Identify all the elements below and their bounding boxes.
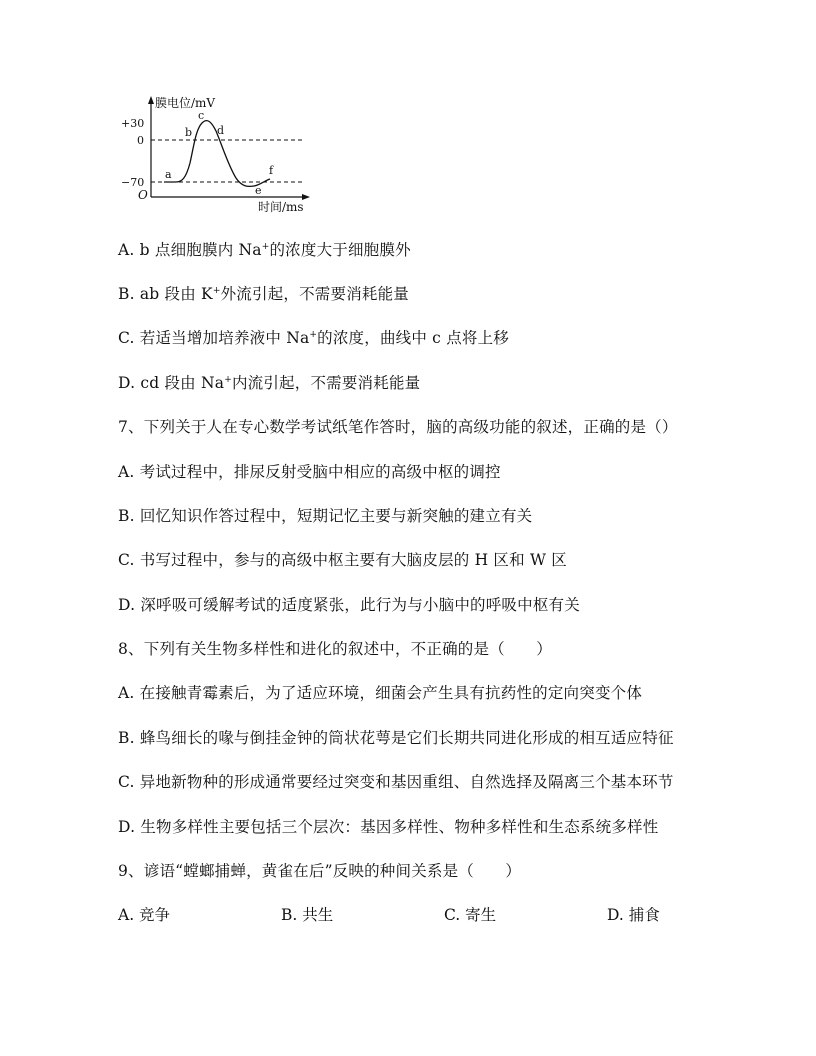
q6-option-b: B. ab 段由 K+外流引起，不需要消耗能量 — [118, 285, 409, 303]
q8-stem: 8、下列有关生物多样性和进化的叙述中，不正确的是（ ） — [118, 640, 552, 658]
y-tick-minus70: −70 — [121, 176, 145, 189]
point-b-label: b — [185, 126, 193, 139]
q6-option-c: C. 若适当增加培养液中 Na+的浓度，曲线中 c 点将上移 — [118, 329, 509, 347]
y-tick-0: 0 — [137, 134, 144, 147]
q9-stem: 9、谚语“螳螂捕蝉，黄雀在后”反映的种间关系是（ ） — [118, 862, 522, 880]
origin-label: O — [138, 188, 148, 202]
membrane-potential-figure — [118, 93, 318, 217]
action-potential-graph — [118, 93, 318, 217]
q7-option-c: C. 书写过程中，参与的高级中枢主要有大脑皮层的 H 区和 W 区 — [118, 551, 567, 569]
q7-option-d: D. 深呼吸可缓解考试的适度紧张，此行为与小脑中的呼吸中枢有关 — [118, 596, 580, 614]
q7-stem: 7、下列关于人在专心数学考试纸笔作答时，脑的高级功能的叙述，正确的是（） — [118, 418, 678, 436]
x-axis-label: 时间/ms — [258, 200, 304, 214]
point-f-label: f — [269, 164, 274, 177]
q9-option-d: D. 捕食 — [607, 906, 660, 924]
y-axis-arrow — [148, 96, 154, 104]
q6-option-d: D. cd 段由 Na+内流引起，不需要消耗能量 — [118, 374, 421, 392]
q7-option-a: A. 考试过程中，排尿反射受脑中相应的高级中枢的调控 — [118, 463, 501, 481]
y-tick-plus30: +30 — [121, 117, 145, 130]
point-e-label: e — [255, 184, 262, 197]
q9-option-a: A. 竞争 — [118, 906, 171, 924]
q8-option-d: D. 生物多样性主要包括三个层次：基因多样性、物种多样性和生态系统多样性 — [118, 818, 659, 836]
q9-options-row — [0, 905, 816, 927]
q8-option-b: B. 蜂鸟细长的喙与倒挂金钟的筒状花萼是它们长期共同进化形成的相互适应特征 — [118, 729, 674, 747]
point-c-label: c — [198, 109, 205, 122]
y-axis-label: 膜电位/mV — [155, 96, 216, 110]
point-a-label: a — [165, 168, 172, 181]
q7-option-b: B. 回忆知识作答过程中，短期记忆主要与新突触的建立有关 — [118, 507, 533, 525]
q8-option-c: C. 异地新物种的形成通常要经过突变和基因重组、自然选择及隔离三个基本环节 — [118, 773, 674, 791]
q8-option-a: A. 在接触青霉素后，为了适应环境，细菌会产生具有抗药性的定向突变个体 — [118, 684, 643, 702]
q9-option-c: C. 寄生 — [444, 906, 497, 924]
point-d-label: d — [217, 124, 225, 137]
q6-option-a: A. b 点细胞膜内 Na+的浓度大于细胞膜外 — [118, 241, 411, 259]
q9-option-b: B. 共生 — [281, 906, 334, 924]
